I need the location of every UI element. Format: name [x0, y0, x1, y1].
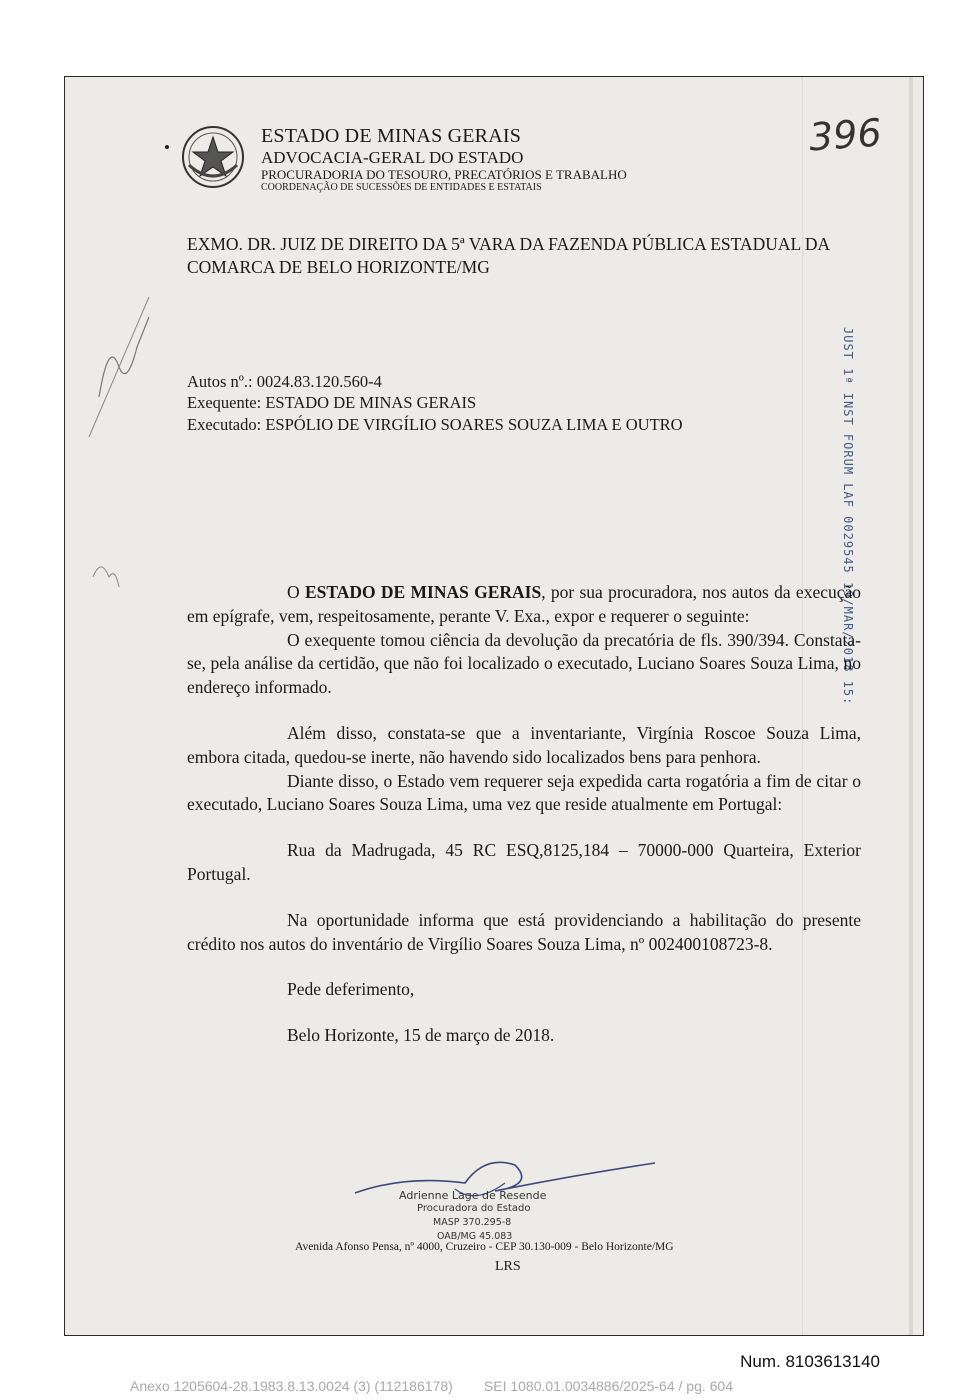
- case-plaintiff: Exequente: ESTADO DE MINAS GERAIS: [187, 393, 477, 413]
- paragraph-2: O exequente tomou ciência da devolução da precatória de fls. 390/394. Constata-se, pela análise da certidão, que não foi localizado o executado, Luciano Soares Souza Lima, no endereço informado.: [187, 629, 861, 698]
- party-name: ESTADO DE MINAS GERAIS: [304, 582, 542, 602]
- signatory-masp: MASP 370.295-8: [433, 1217, 512, 1228]
- scan-edge: [909, 77, 913, 1335]
- scanned-page: [64, 76, 924, 1336]
- paragraph-4: Diante disso, o Estado vem requerer seja expedida carta rogatória a fim de citar o executado, Luciano Soares Souza Lima, uma vez que reside atualmente em Portugal:: [187, 770, 861, 815]
- margin-handwriting-icon: [79, 277, 169, 597]
- margin-dot: [165, 145, 169, 149]
- letterhead-agency: ADVOCACIA-GERAL DO ESTADO: [261, 148, 524, 167]
- paragraph-3: Além disso, constata-se que a inventariante, Virgínia Roscoe Souza Lima, embora citada, quedou-se inerte, não havendo sido localizados bens para penhora.: [187, 722, 861, 767]
- document-number: Num. 8103613140: [740, 1352, 880, 1371]
- handwritten-page-number: 396: [807, 110, 883, 160]
- court-receipt-stamp: JUST 1ª INST FORUM LAF 0029545 19/MAR/2018 15:: [841, 327, 855, 706]
- signatory-oab: OAB/MG 45.083: [437, 1231, 513, 1242]
- signatory-role: Procuradora do Estado: [417, 1203, 531, 1214]
- addressee: EXMO. DR. JUIZ DE DIREITO DA 5ª VARA DA FAZENDA PÚBLICA ESTADUAL DA COMARCA DE BELO HORIZONTE/MG: [187, 234, 830, 277]
- date-line: Belo Horizonte, 15 de março de 2018.: [287, 1025, 555, 1046]
- signatory-name: Adrienne Lage de Resende: [399, 1189, 547, 1202]
- footer-address: Avenida Afonso Pensa, nº 4000, Cruzeiro - CEP 30.130-009 - Belo Horizonte/MG: [295, 1241, 674, 1253]
- paragraph-address: Rua da Madrugada, 45 RC ESQ,8125,184 – 70000-000 Quarteira, Exterior Portugal.: [187, 840, 861, 884]
- closing: Pede deferimento,: [287, 979, 415, 1000]
- letterhead-office: PROCURADORIA DO TESOURO, PRECATÓRIOS E TRABALHO: [261, 166, 627, 182]
- paragraph-1: O ESTADO DE MINAS GERAIS, por sua procuradora, nos autos da execução em epígrafe, vem, respeitosamente, perante V. Exa., expor e requerer o seguinte:: [187, 582, 862, 626]
- letterhead: [261, 125, 627, 194]
- footer-initials: LRS: [495, 1259, 521, 1274]
- case-info: [187, 371, 683, 435]
- document-meta: Anexo 1205604-28.1983.8.13.0024 (3) (112186178) SEI 1080.01.0034886/2025-64 / pg. 604: [130, 1378, 733, 1394]
- paragraph-6: Na oportunidade informa que está providenciando a habilitação do presente crédito nos autos do inventário de Virgílio Soares Souza Lima, nº 002400108723-8.: [187, 909, 861, 954]
- case-defendant: Executado: ESPÓLIO DE VIRGÍLIO SOARES SOUZA LIMA E OUTRO: [187, 414, 683, 434]
- petition-body: [187, 581, 861, 1048]
- letterhead-coordination: COORDENAÇÃO DE SUCESSÕES DE ENTIDADES E ESTATAIS: [261, 182, 542, 194]
- letterhead-state: ESTADO DE MINAS GERAIS: [261, 125, 522, 147]
- case-number: Autos nº.: 0024.83.120.560-4: [187, 372, 382, 391]
- state-seal-icon: [181, 125, 245, 189]
